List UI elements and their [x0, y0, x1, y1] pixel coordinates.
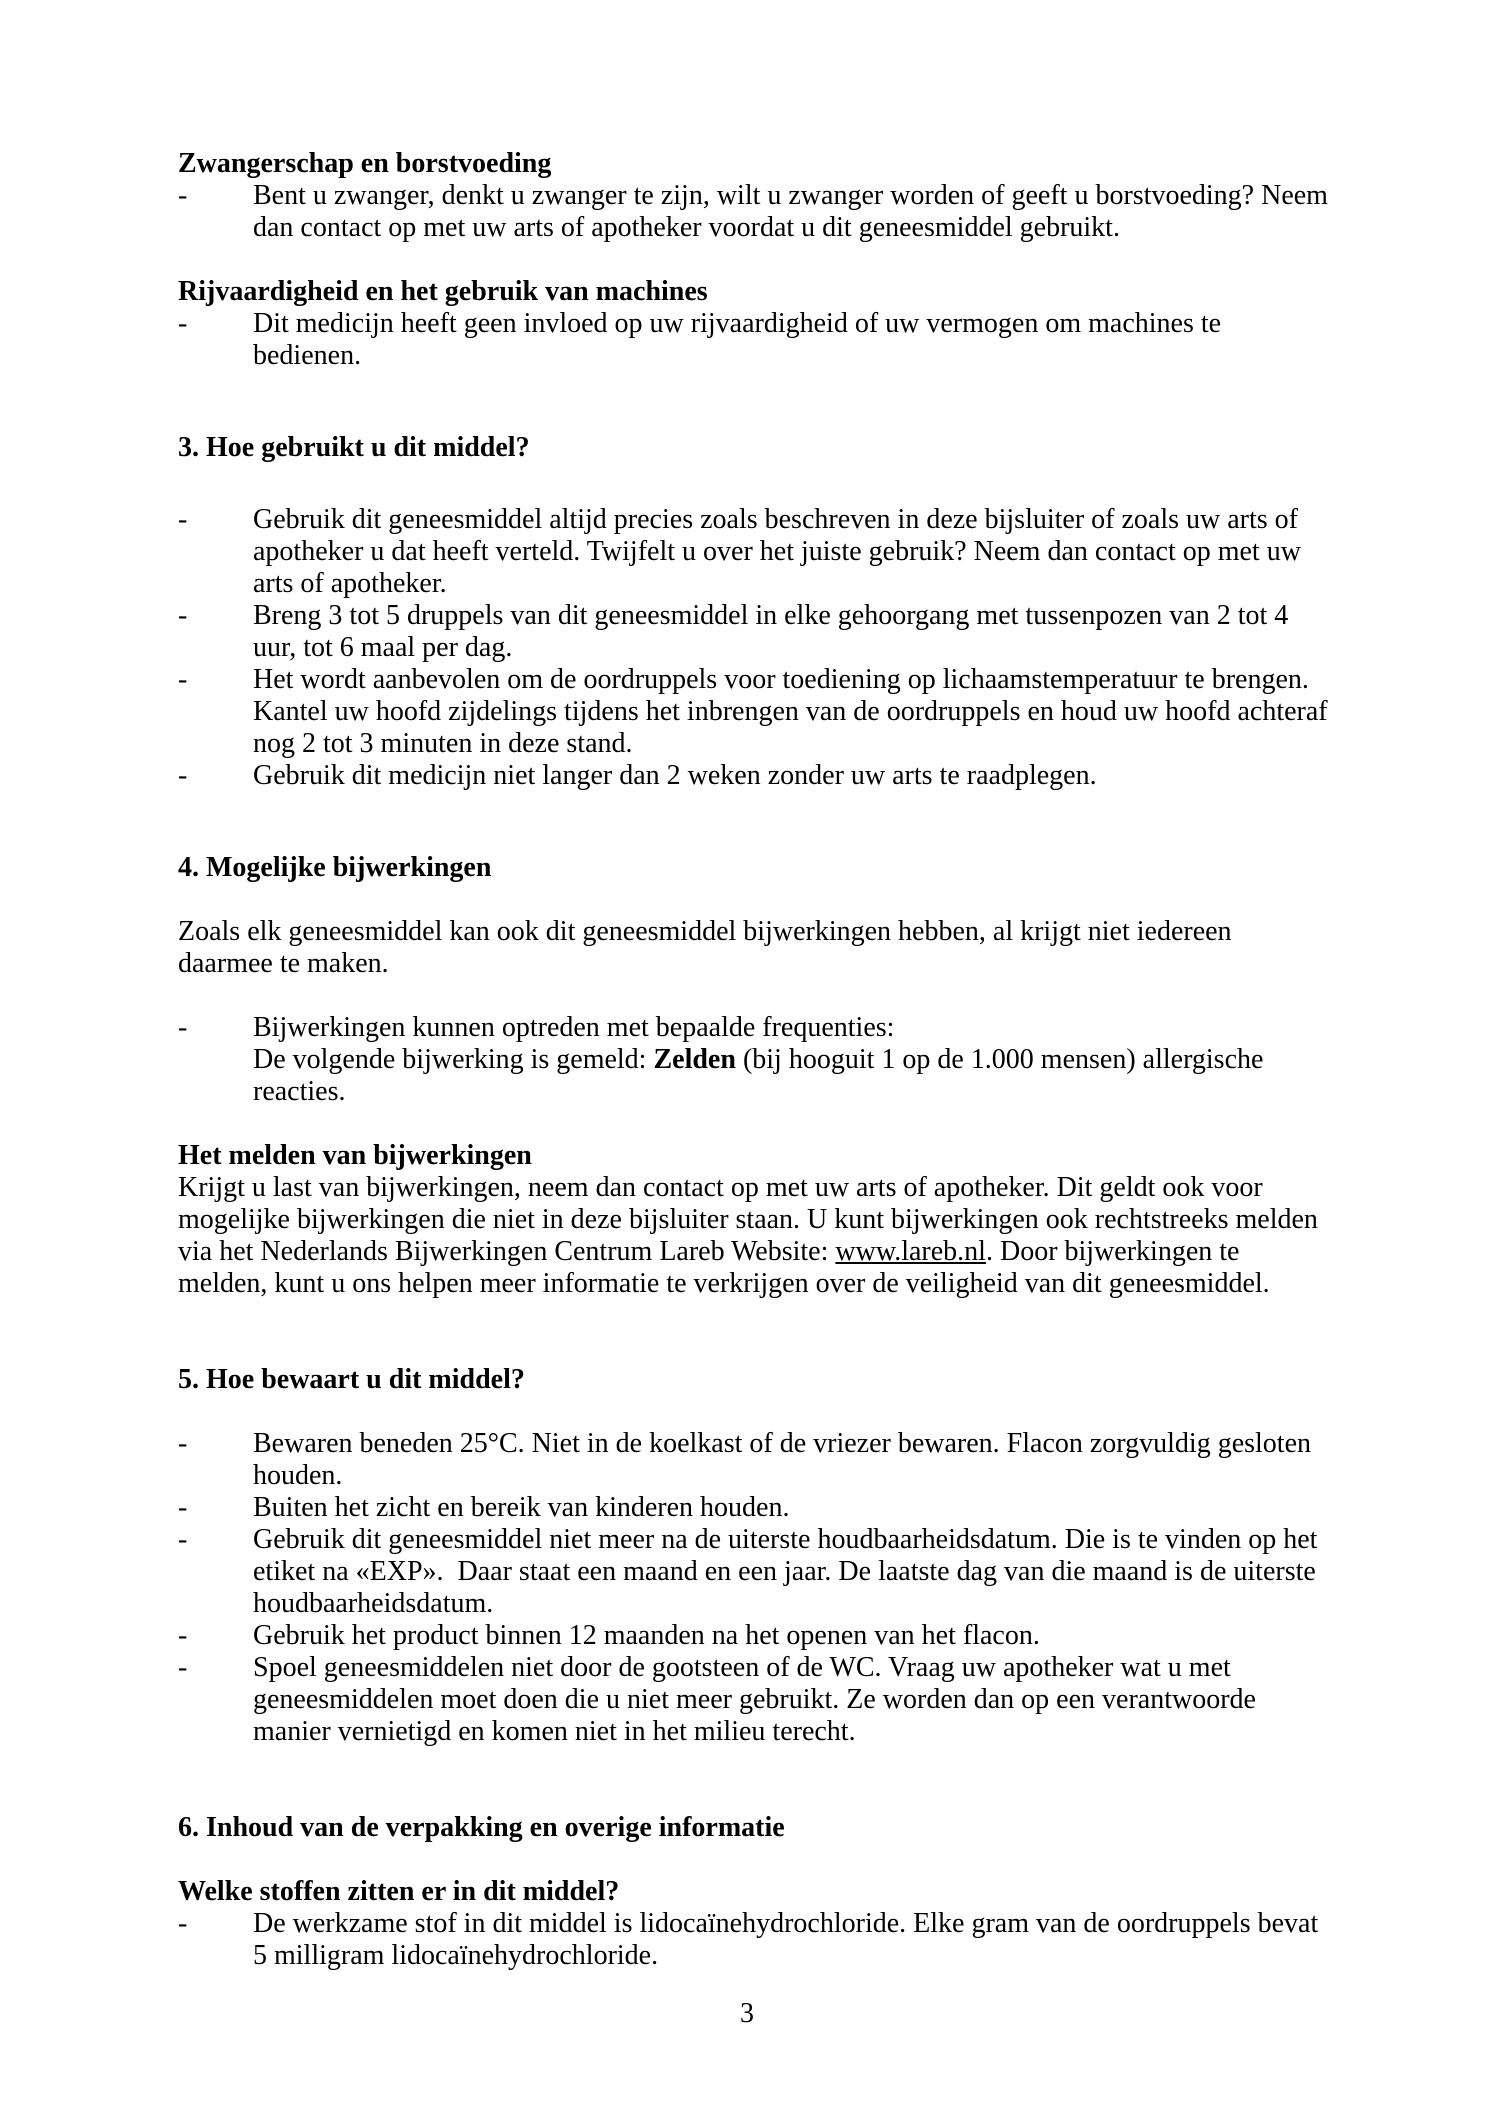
page-number: 3	[740, 1998, 754, 2029]
list-item-text	[253, 1652, 1418, 1748]
list-item-text	[253, 1524, 1418, 1620]
text-line: Bijwerkingen kunnen optreden met bepaalde frequenties:	[253, 1012, 895, 1043]
text-line: Krijgt u last van bijwerkingen, neem dan contact op met uw arts of apotheker. Dit geldt ook voor	[178, 1172, 1263, 1203]
bullet-dash: -	[178, 308, 188, 339]
subsection-heading-welke-stoffen: Welke stoffen zitten er in dit middel?	[178, 1876, 620, 1907]
section-4-intro	[178, 916, 1418, 980]
text-segment: (bij hooguit 1 op de 1.000 mensen) allergische	[735, 1044, 1264, 1075]
bullet-dash: -	[178, 1908, 188, 1939]
list-item	[178, 1652, 1418, 1748]
text-line: Breng 3 tot 5 druppels van dit geneesmiddel in elke gehoorgang met tussenpozen van 2 tot 4	[253, 600, 1289, 631]
text-line: De werkzame stof in dit middel is lidocaïnehydrochloride. Elke gram van de oordruppels bevat	[253, 1908, 1319, 1939]
text-line	[178, 1236, 1418, 1268]
list-item	[178, 1428, 1418, 1492]
text-line: etiket na «EXP». Daar staat een maand en een jaar. De laatste dag van die maand is de uiterste	[253, 1556, 1316, 1587]
text-segment: . Door bijwerkingen te	[985, 1236, 1240, 1267]
subsection-heading-rijvaardigheid: Rijvaardigheid en het gebruik van machines	[178, 276, 708, 307]
text-line: geneesmiddelen moet doen die u niet meer gebruikt. Ze worden dan op een verantwoorde	[253, 1684, 1256, 1715]
bullet-dash: -	[178, 180, 188, 211]
list-item-text	[253, 1620, 1418, 1652]
list-item-text	[253, 1908, 1418, 1972]
text-segment: via het Nederlands Bijwerkingen Centrum Lareb Website:	[178, 1236, 836, 1267]
text-line: Bent u zwanger, denkt u zwanger te zijn, wilt u zwanger worden of geeft u borstvoeding? Neem	[253, 180, 1328, 211]
text-line: nog 2 tot 3 minuten in deze stand.	[253, 728, 633, 759]
text-line: Zoals elk geneesmiddel kan ook dit geneesmiddel bijwerkingen hebben, al krijgt niet iedereen	[178, 916, 1232, 947]
bullet-dash: -	[178, 1524, 188, 1555]
text-line: Gebruik het product binnen 12 maanden na het openen van het flacon.	[253, 1620, 1040, 1651]
list-item	[178, 600, 1418, 664]
bullet-dash: -	[178, 600, 188, 631]
lareb-link[interactable]: www.lareb.nl	[835, 1236, 986, 1267]
text-line: mogelijke bijwerkingen die niet in deze bijsluiter staan. U kunt bijwerkingen ook rechtstreeks melden	[178, 1204, 1318, 1235]
section-5-list	[178, 1428, 1418, 1748]
bullet-dash: -	[178, 1620, 188, 1651]
bullet-dash: -	[178, 760, 188, 791]
subsection-heading-zwangerschap: Zwangerschap en borstvoeding	[178, 148, 552, 179]
text-line: Gebruik dit medicijn niet langer dan 2 weken zonder uw arts te raadplegen.	[253, 760, 1097, 791]
list-item-text	[253, 664, 1418, 760]
melden-paragraph	[178, 1172, 1418, 1300]
bullet-dash: -	[178, 1492, 188, 1523]
section-heading-5: 5. Hoe bewaart u dit middel?	[178, 1364, 525, 1395]
bullet-dash: -	[178, 504, 188, 535]
bullet-dash: -	[178, 1428, 188, 1459]
text-line: houdbaarheidsdatum.	[253, 1588, 494, 1619]
subsection-heading-melden: Het melden van bijwerkingen	[178, 1140, 532, 1171]
text-line: 5 milligram lidocaïnehydrochloride.	[253, 1940, 659, 1971]
text-line: Gebruik dit geneesmiddel niet meer na de uiterste houdbaarheidsdatum. Die is te vinden op het	[253, 1524, 1318, 1555]
list-item-text	[253, 308, 1418, 372]
list-item-text	[253, 760, 1418, 792]
text-line: manier vernietigd en komen niet in het milieu terecht.	[253, 1716, 856, 1747]
list-item	[178, 664, 1418, 760]
text-line: Buiten het zicht en bereik van kinderen houden.	[253, 1492, 790, 1523]
list-item-text	[253, 504, 1418, 600]
list-item	[178, 504, 1418, 600]
bullet-dash: -	[178, 1012, 188, 1043]
text-line: Gebruik dit geneesmiddel altijd precies zoals beschreven in deze bijsluiter of zoals uw arts of	[253, 504, 1298, 535]
list-item-text	[253, 1492, 1418, 1524]
text-line: melden, kunt u ons helpen meer informatie te verkrijgen over de veiligheid van dit geneesmiddel.	[178, 1268, 1270, 1299]
text-line: Bewaren beneden 25°C. Niet in de koelkast of de vriezer bewaren. Flacon zorgvuldig gesloten	[253, 1428, 1311, 1459]
text-line: houden.	[253, 1460, 343, 1491]
list-item	[178, 1620, 1418, 1652]
text-segment: De volgende bijwerking is gemeld:	[253, 1044, 654, 1075]
section-3-list	[178, 504, 1418, 792]
section-heading-4: 4. Mogelijke bijwerkingen	[178, 852, 492, 883]
bold-term-zelden: Zelden	[653, 1044, 736, 1075]
text-line: Kantel uw hoofd zijdelings tijdens het inbrengen van de oordruppels en houd uw hoofd achteraf	[253, 696, 1328, 727]
text-line: reacties.	[253, 1076, 346, 1107]
text-line: Spoel geneesmiddelen niet door de gootsteen of de WC. Vraag uw apotheker wat u met	[253, 1652, 1231, 1683]
text-line: Het wordt aanbevolen om de oordruppels voor toediening op lichaamstemperatuur te brengen.	[253, 664, 1309, 695]
text-line: daarmee te maken.	[178, 948, 389, 979]
list-item	[178, 1492, 1418, 1524]
list-item-text	[253, 600, 1418, 664]
list-item-text	[253, 1428, 1418, 1492]
list-item-text	[253, 1012, 1418, 1108]
text-line: arts of apotheker.	[253, 568, 447, 599]
section-heading-3: 3. Hoe gebruikt u dit middel?	[178, 432, 530, 463]
text-line: Dit medicijn heeft geen invloed op uw rijvaardigheid of uw vermogen om machines te	[253, 308, 1222, 339]
text-line: apotheker u dat heeft verteld. Twijfelt u over het juiste gebruik? Neem dan contact op met uw	[253, 536, 1301, 567]
list-item	[178, 1908, 1418, 1972]
list-item	[178, 1524, 1418, 1620]
bullet-dash: -	[178, 664, 188, 695]
list-item	[178, 180, 1418, 244]
text-line: uur, tot 6 maal per dag.	[253, 632, 513, 663]
list-item	[178, 308, 1418, 372]
text-line	[253, 1044, 1418, 1076]
text-line: bedienen.	[253, 340, 362, 371]
section-heading-6: 6. Inhoud van de verpakking en overige informatie	[178, 1812, 785, 1843]
list-item-text	[253, 180, 1418, 244]
text-line: dan contact op met uw arts of apotheker voordat u dit geneesmiddel gebruikt.	[253, 212, 1120, 243]
list-item	[178, 1012, 1418, 1108]
document-content	[178, 148, 1418, 1972]
bullet-dash: -	[178, 1652, 188, 1683]
list-item	[178, 760, 1418, 792]
